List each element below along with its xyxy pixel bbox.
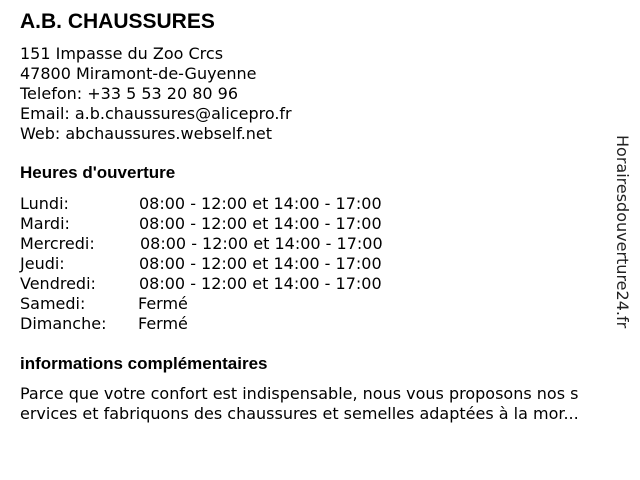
time-value: 08:00 - 12:00 et 14:00 - 17:00 (139, 194, 382, 213)
description-line-1: Parce que votre confort est indispensable, nous vous proposons nos s (20, 384, 579, 403)
day-label: Dimanche: (20, 314, 107, 333)
day-label: Lundi: (20, 194, 69, 213)
day-label: Mercredi: (20, 234, 95, 253)
hours-row-dimanche (20, 314, 440, 334)
hours-row-mercredi (20, 234, 440, 254)
opening-hours-table (20, 194, 440, 334)
hours-row-mardi (20, 214, 440, 234)
day-label: Vendredi: (20, 274, 96, 293)
time-value: Fermé (138, 294, 188, 313)
hours-row-samedi (20, 294, 440, 314)
opening-hours-heading: Heures d'ouverture (20, 163, 176, 182)
description-line-2: ervices et fabriquons des chaussures et semelles adaptées à la mor... (20, 404, 579, 423)
time-value: 08:00 - 12:00 et 14:00 - 17:00 (140, 234, 383, 253)
website-link[interactable]: Web: abchaussures.webself.net (20, 124, 273, 143)
time-value: Fermé (138, 314, 188, 333)
time-value: 08:00 - 12:00 et 14:00 - 17:00 (139, 254, 382, 273)
contact-block (20, 44, 292, 144)
day-label: Jeudi: (20, 254, 65, 273)
city-address: 47800 Miramont-de-Guyenne (20, 64, 257, 83)
time-value: 08:00 - 12:00 et 14:00 - 17:00 (139, 214, 382, 233)
day-label: Mardi: (20, 214, 70, 233)
day-label: Samedi: (20, 294, 86, 313)
email-address[interactable]: Email: a.b.chaussures@alicepro.fr (20, 104, 292, 123)
description-text (20, 384, 630, 424)
site-watermark (612, 135, 632, 345)
time-value: 08:00 - 12:00 et 14:00 - 17:00 (139, 274, 382, 293)
phone-number[interactable]: Telefon: +33 5 53 20 80 96 (20, 84, 239, 103)
business-name: A.B. CHAUSSURES (20, 10, 215, 33)
watermark-text: Horairesdouverture24.fr (613, 135, 632, 329)
street-address: 151 Impasse du Zoo Crcs (20, 44, 224, 63)
hours-row-jeudi (20, 254, 440, 274)
additional-info-heading: informations complémentaires (20, 354, 268, 373)
hours-row-lundi (20, 194, 440, 214)
hours-row-vendredi (20, 274, 440, 294)
